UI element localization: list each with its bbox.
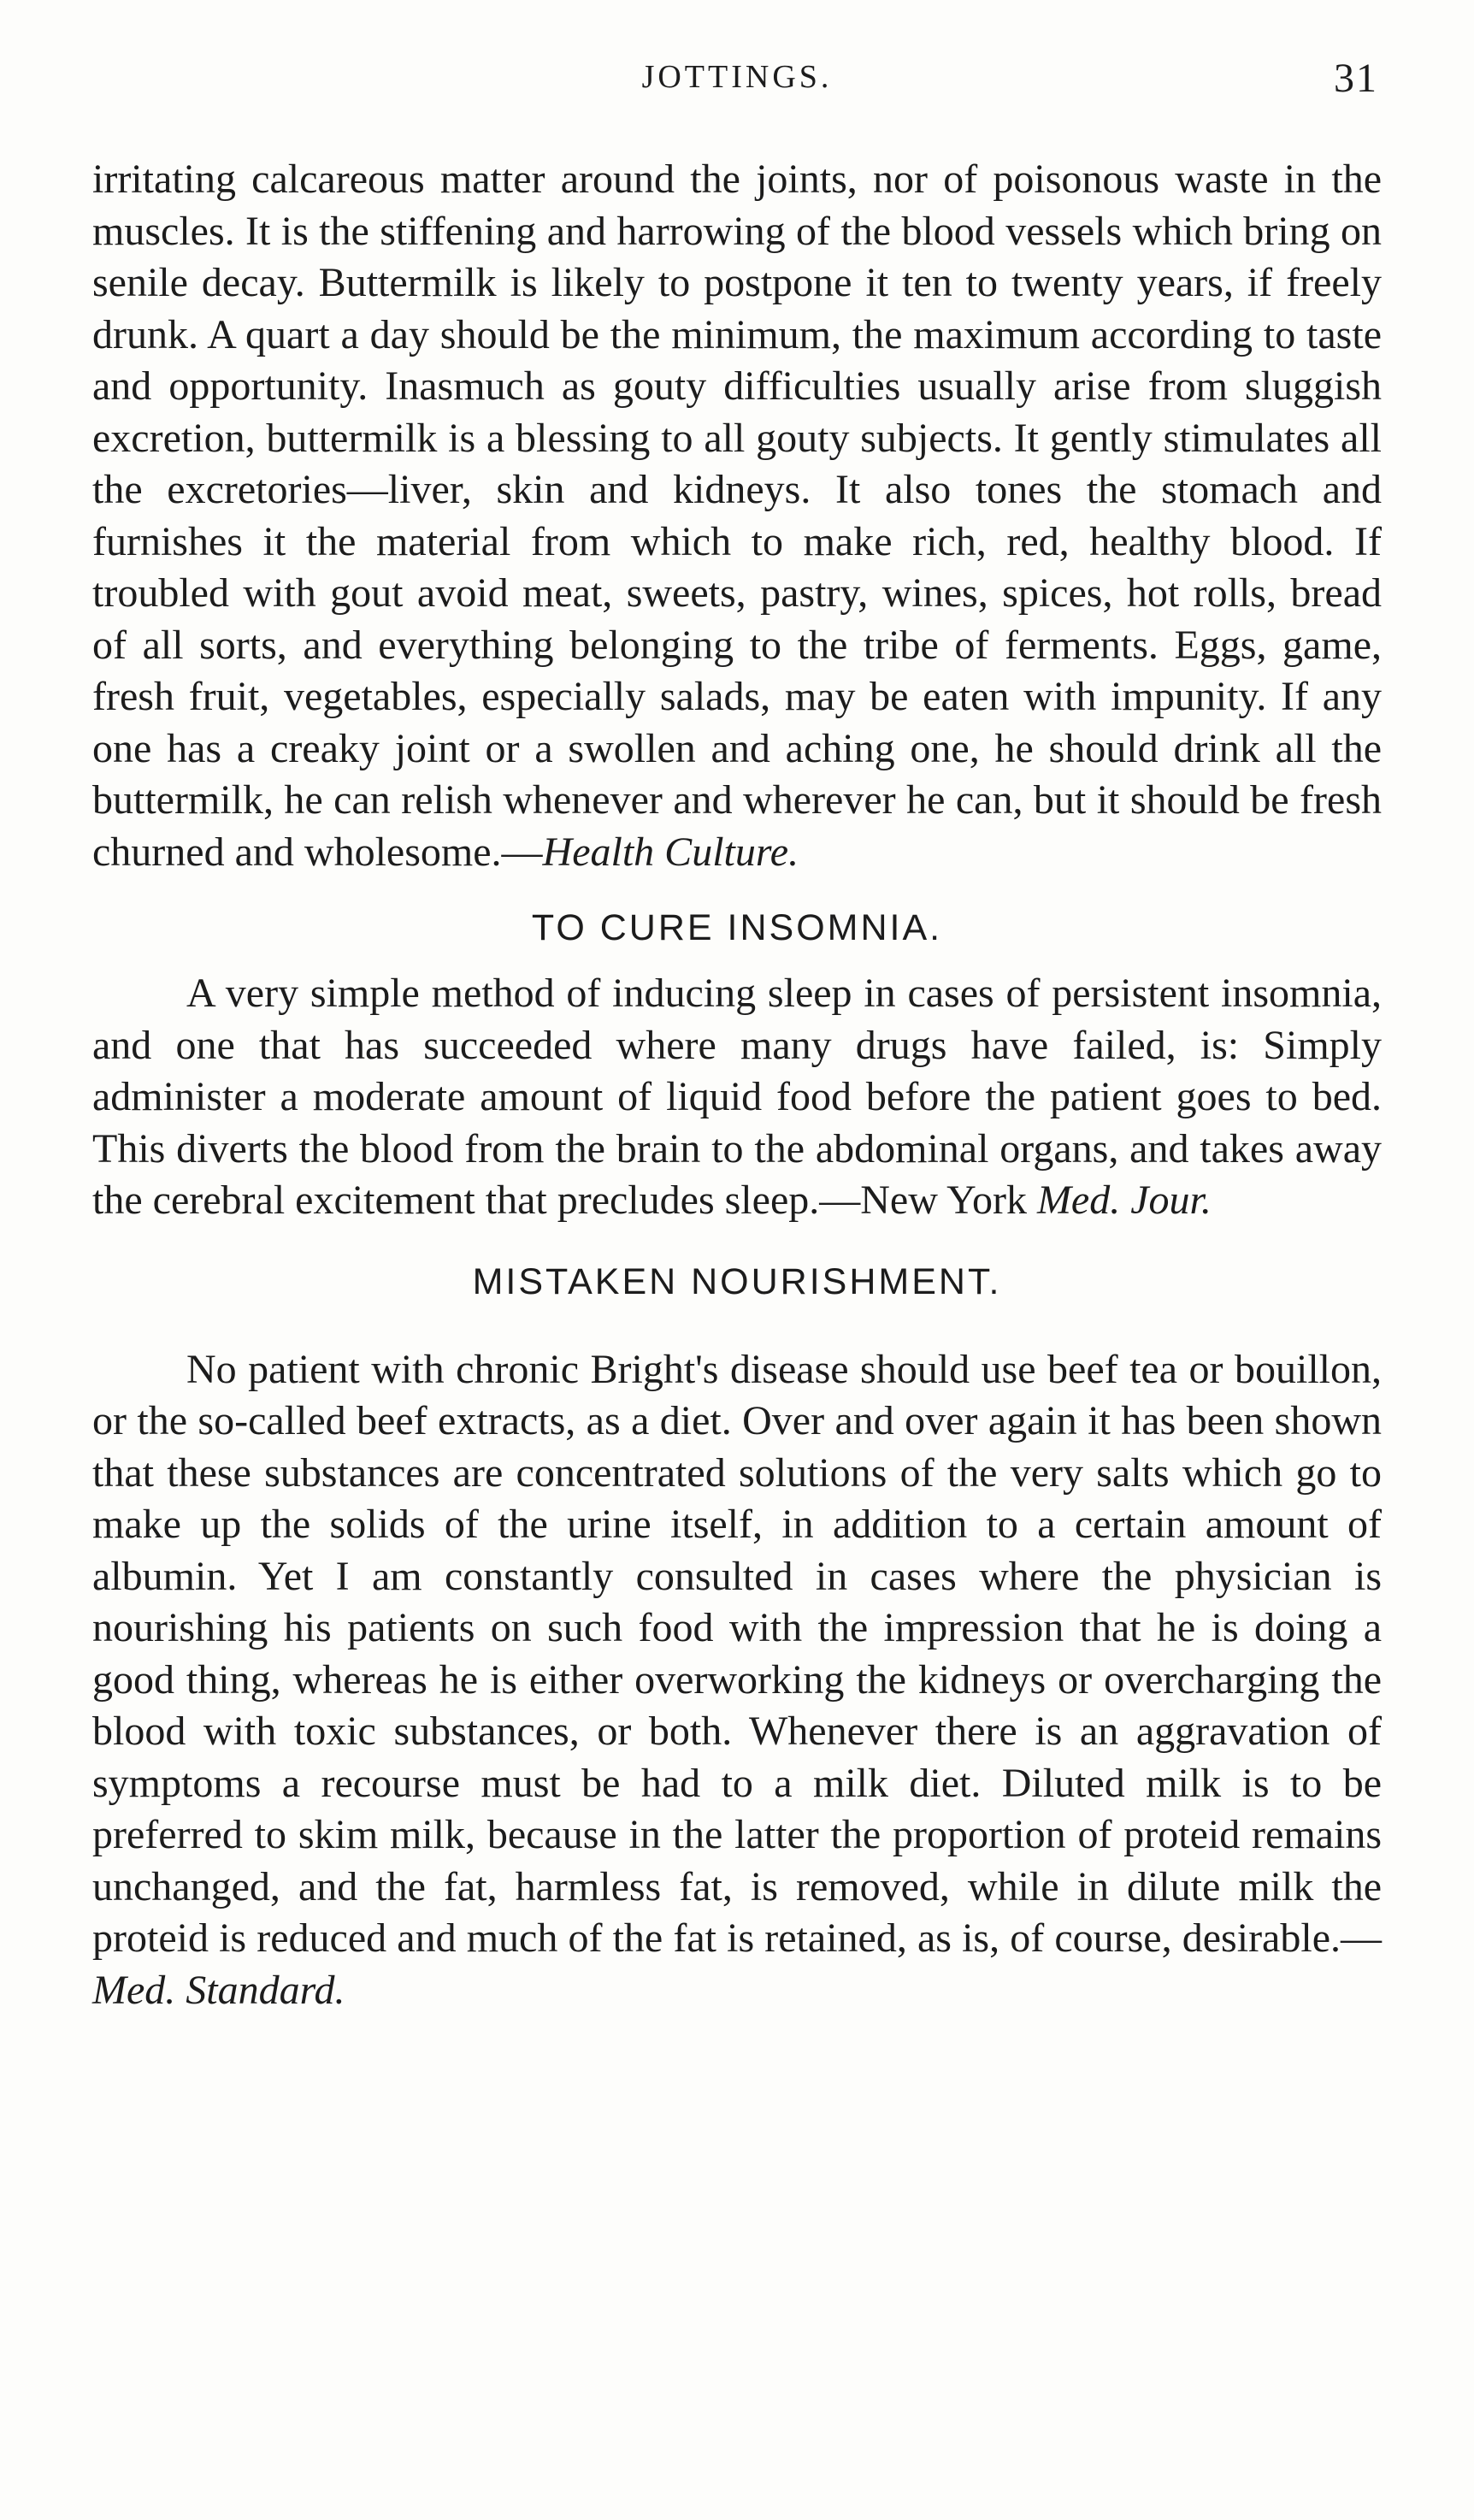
paragraph-nourishment: [92, 1344, 1382, 2017]
citation: Health Culture.: [542, 829, 799, 875]
citation: Med. Standard.: [92, 1967, 345, 2013]
running-title: JOTTINGS.: [641, 59, 833, 95]
body-text: [92, 154, 1382, 2016]
section-heading-nourishment: MISTAKEN NOURISHMENT.: [472, 1260, 1002, 1302]
citation: Med. Jour.: [1036, 1177, 1212, 1223]
paragraph-text: A very simple method of inducing sleep in cases of persistent insomnia, and one that has succeeded where many drugs have failed, is: Simply administer a moderate amount of liquid food before the patient goes to bed. This diverts the blood from the brain to the abdominal organs, and takes away the cerebral excitement that precludes sleep.—New York: [92, 971, 1382, 1223]
section-heading-insomnia: TO CURE INSOMNIA.: [531, 907, 943, 948]
paragraph-text: irritating calcareous matter around the joints, nor of poisonous waste in the muscles. It is the stiffening and harrowing of the blood vessels which bring on senile decay. Buttermilk is likely to postpone it ten to twenty years, if freely drunk. A quart a day should be the minimum, the maximum according to taste and opportunity. Inasmuch as gouty difficulties usually arise from sluggish excretion, buttermilk is a blessing to all gouty subjects. It gently stimulates all the excretories—liver, skin and kidneys. It also tones the stomach and furnishes it the material from which to make rich, red, healthy blood. If troubled with gout avoid meat, sweets, pastry, wines, spices, hot rolls, bread of all sorts, and everything belonging to the tribe of ferments. Eggs, game, fresh fruit, vegetables, especially salads, may be eaten with impunity. If any one has a creaky joint or a swollen and aching one, he should drink all the buttermilk, he can relish whenever and wherever he can, but it should be fresh churned and wholesome.—: [92, 156, 1382, 875]
running-header: [0, 55, 1474, 106]
paragraph-insomnia: [92, 968, 1382, 1227]
page-number: 31: [1334, 56, 1378, 101]
paragraph-buttermilk: [92, 154, 1382, 878]
paragraph-text: No patient with chronic Bright's disease should use beef tea or bouillon, or the so-called beef extracts, as a diet. Over and over again it has been shown that these substances are concentrated solutions of the very salts which go to make up the solids of the urine itself, in addition to a certain amount of albumin. Yet I am constantly consulted in cases where the physician is nourishing his patients on such food with the impression that he is doing a good thing, whereas he is either overworking the kidneys or overcharging the blood with toxic substances, or both. Whenever there is an aggravation of symptoms a recourse must be had to a milk diet. Diluted milk is to be preferred to skim milk, because in the latter the proportion of proteid remains unchanged, and the fat, harmless fat, is removed, while in dilute milk the proteid is reduced and much of the fat is retained, as is, of course, desirable.—: [92, 1346, 1382, 1961]
